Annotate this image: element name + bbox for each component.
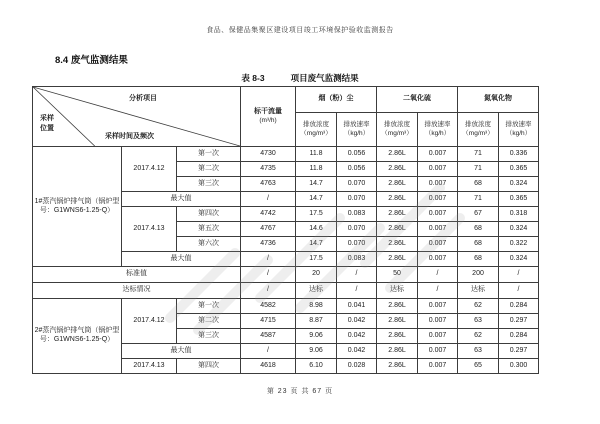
value-cell: 67	[458, 207, 499, 222]
table-caption-title: 项目废气监测结果	[290, 73, 359, 83]
monitoring-results-table	[32, 86, 539, 374]
value-cell: 0.007	[418, 237, 458, 252]
value-cell: 0.056	[337, 162, 377, 177]
value-cell: /	[337, 267, 377, 283]
value-cell: 6.10	[296, 359, 337, 374]
value-cell: 4736	[241, 237, 296, 252]
value-cell: 68	[458, 222, 499, 237]
frequency-cell: 第一次	[177, 299, 241, 314]
table-row	[33, 299, 539, 314]
so2-conc-header: 排放浓度 （mg/m³）	[377, 113, 418, 147]
value-cell: /	[499, 267, 539, 283]
value-cell: 0.070	[337, 237, 377, 252]
value-cell: 0.083	[337, 252, 377, 267]
date-cell: 2017.4.13	[122, 207, 177, 252]
value-cell: 17.5	[296, 252, 337, 267]
value-cell: 8.98	[296, 299, 337, 314]
value-cell: 2.86L	[377, 344, 418, 359]
value-cell: 0.007	[418, 252, 458, 267]
value-cell: 0.070	[337, 177, 377, 192]
value-cell: /	[418, 283, 458, 299]
value-cell: /	[337, 283, 377, 299]
value-cell: /	[241, 283, 296, 299]
table-row	[33, 147, 539, 162]
value-cell: 4767	[241, 222, 296, 237]
max-label-cell: 最大值	[122, 344, 241, 359]
value-cell: 0.007	[418, 147, 458, 162]
value-cell: 14.7	[296, 237, 337, 252]
value-cell: 50	[377, 267, 418, 283]
value-cell: 0.007	[418, 177, 458, 192]
max-label-cell: 最大值	[122, 192, 241, 207]
value-cell: 8.87	[296, 314, 337, 329]
value-cell: 71	[458, 147, 499, 162]
value-cell: 0.284	[499, 299, 539, 314]
value-cell: 2.86L	[377, 192, 418, 207]
value-cell: 0.070	[337, 192, 377, 207]
value-cell: 0.324	[499, 177, 539, 192]
frequency-cell: 第五次	[177, 222, 241, 237]
value-cell: 0.056	[337, 147, 377, 162]
value-cell: 0.007	[418, 344, 458, 359]
value-cell: 4742	[241, 207, 296, 222]
standard-label-cell: 标准值	[33, 267, 241, 283]
section-title: 8.4 废气监测结果	[55, 55, 128, 66]
value-cell: 2.86L	[377, 329, 418, 344]
value-cell: 4582	[241, 299, 296, 314]
value-cell: 0.041	[337, 299, 377, 314]
value-cell: 14.7	[296, 177, 337, 192]
value-cell: 20	[296, 267, 337, 283]
value-cell: 0.007	[418, 222, 458, 237]
value-cell: 0.007	[418, 299, 458, 314]
value-cell: 0.284	[499, 329, 539, 344]
value-cell: 0.070	[337, 222, 377, 237]
nox-group-header: 氮氧化物	[458, 87, 539, 113]
value-cell: 0.324	[499, 222, 539, 237]
frequency-cell: 第二次	[177, 162, 241, 177]
value-cell: /	[418, 267, 458, 283]
value-cell: 63	[458, 314, 499, 329]
value-cell: /	[241, 267, 296, 283]
stack2-location-cell: 2#蒸汽锅炉排气筒（锅炉型号：G1WNS6-1.25-Q）	[33, 299, 122, 374]
value-cell: 65	[458, 359, 499, 374]
compliance-label-cell: 达标情况	[33, 283, 241, 299]
value-cell: 达标	[296, 283, 337, 299]
value-cell: 0.042	[337, 344, 377, 359]
value-cell: /	[499, 283, 539, 299]
value-cell: /	[241, 252, 296, 267]
value-cell: 0.007	[418, 162, 458, 177]
value-cell: 0.297	[499, 314, 539, 329]
value-cell: 0.336	[499, 147, 539, 162]
corner-analysis-label: 分析项目	[129, 95, 157, 102]
value-cell: 达标	[377, 283, 418, 299]
value-cell: 0.007	[418, 359, 458, 374]
table-caption-label: 表 8-3	[241, 73, 265, 83]
frequency-cell: 第四次	[177, 207, 241, 222]
value-cell: 4735	[241, 162, 296, 177]
dust-rate-header: 排放速率 （kg/h）	[337, 113, 377, 147]
value-cell: 0.365	[499, 192, 539, 207]
date-cell: 2017.4.13	[122, 359, 177, 374]
date-cell: 2017.4.12	[122, 147, 177, 192]
value-cell: 63	[458, 344, 499, 359]
value-cell: 14.6	[296, 222, 337, 237]
value-cell: 62	[458, 299, 499, 314]
value-cell: 9.06	[296, 344, 337, 359]
value-cell: 2.86L	[377, 299, 418, 314]
value-cell: 14.7	[296, 192, 337, 207]
frequency-cell: 第二次	[177, 314, 241, 329]
value-cell: 0.318	[499, 207, 539, 222]
so2-rate-header: 排放速率 （kg/h）	[418, 113, 458, 147]
standard-value-row	[33, 267, 539, 283]
value-cell: 62	[458, 329, 499, 344]
corner-header-cell	[33, 87, 241, 147]
frequency-cell: 第三次	[177, 329, 241, 344]
value-cell: 17.5	[296, 207, 337, 222]
value-cell: 0.083	[337, 207, 377, 222]
value-cell: 2.86L	[377, 222, 418, 237]
value-cell: 2.86L	[377, 252, 418, 267]
value-cell: 0.042	[337, 329, 377, 344]
value-cell: 68	[458, 237, 499, 252]
dust-group-header: 烟（粉）尘	[296, 87, 377, 113]
compliance-row	[33, 283, 539, 299]
flow-column-header: 标干流量 (m³/h)	[241, 87, 296, 147]
document-header: 食品、保健品集聚区建设项目竣工环境保护验收监测报告	[206, 27, 394, 34]
value-cell: 68	[458, 177, 499, 192]
value-cell: 0.297	[499, 344, 539, 359]
page-number: 第 23 页 共 67 页	[266, 388, 334, 395]
frequency-cell: 第一次	[177, 147, 241, 162]
frequency-cell: 第四次	[177, 359, 241, 374]
frequency-cell: 第三次	[177, 177, 241, 192]
corner-location-label: 采样位置	[40, 115, 54, 132]
table-caption	[0, 72, 600, 84]
value-cell: 0.322	[499, 237, 539, 252]
value-cell: 0.007	[418, 207, 458, 222]
value-cell: 71	[458, 192, 499, 207]
value-cell: 0.365	[499, 162, 539, 177]
nox-rate-header: 排放速率 （kg/h）	[499, 113, 539, 147]
nox-conc-header: 排放浓度 （mg/m³）	[458, 113, 499, 147]
value-cell: 0.300	[499, 359, 539, 374]
date-cell: 2017.4.12	[122, 299, 177, 344]
value-cell: 2.86L	[377, 177, 418, 192]
value-cell: 68	[458, 252, 499, 267]
value-cell: 0.007	[418, 192, 458, 207]
corner-time-label: 采样时间及频次	[105, 133, 154, 141]
value-cell: 0.007	[418, 329, 458, 344]
value-cell: 4763	[241, 177, 296, 192]
value-cell: 2.86L	[377, 237, 418, 252]
value-cell: 9.06	[296, 329, 337, 344]
value-cell: 0.042	[337, 314, 377, 329]
value-cell: 0.324	[499, 252, 539, 267]
dust-conc-header: 排放浓度 （mg/m³）	[296, 113, 337, 147]
value-cell: /	[241, 192, 296, 207]
value-cell: 0.028	[337, 359, 377, 374]
max-label-cell: 最大值	[122, 252, 241, 267]
value-cell: /	[241, 344, 296, 359]
value-cell: 4715	[241, 314, 296, 329]
value-cell: 71	[458, 162, 499, 177]
frequency-cell: 第六次	[177, 237, 241, 252]
value-cell: 2.86L	[377, 207, 418, 222]
value-cell: 4618	[241, 359, 296, 374]
value-cell: 2.86L	[377, 359, 418, 374]
value-cell: 2.86L	[377, 147, 418, 162]
value-cell: 11.8	[296, 147, 337, 162]
value-cell: 2.86L	[377, 162, 418, 177]
value-cell: 0.007	[418, 314, 458, 329]
stack1-location-cell: 1#蒸汽锅炉排气筒（锅炉型号：G1WNS6-1.25-Q）	[33, 147, 122, 267]
value-cell: 200	[458, 267, 499, 283]
value-cell: 2.86L	[377, 314, 418, 329]
value-cell: 4587	[241, 329, 296, 344]
value-cell: 4730	[241, 147, 296, 162]
so2-group-header: 二氧化硫	[377, 87, 458, 113]
value-cell: 11.8	[296, 162, 337, 177]
value-cell: 达标	[458, 283, 499, 299]
